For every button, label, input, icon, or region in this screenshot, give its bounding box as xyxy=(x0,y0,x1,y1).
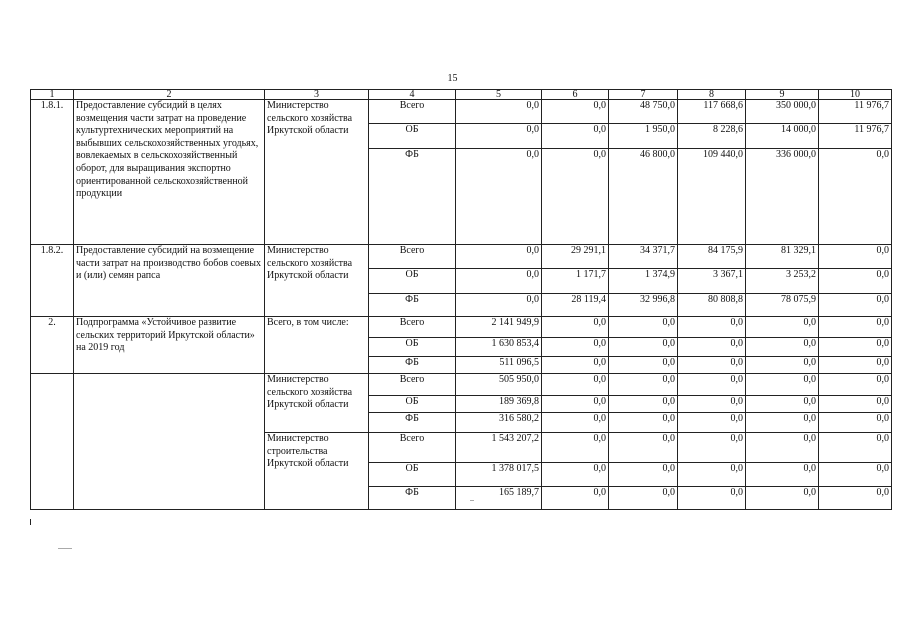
value-cell: 0,0 xyxy=(746,396,819,413)
funding-source: ФБ xyxy=(369,294,456,317)
responsible-org: Министерство сельского хозяйства Иркутской области xyxy=(265,374,369,433)
scan-speck xyxy=(470,500,474,501)
value-cell: 0,0 xyxy=(609,317,678,338)
value-cell: 28 119,4 xyxy=(542,294,609,317)
value-cell: 48 750,0 xyxy=(609,100,678,124)
value-cell: 0,0 xyxy=(542,338,609,357)
value-cell: 1 378 017,5 xyxy=(456,463,542,487)
value-cell: 316 580,2 xyxy=(456,413,542,433)
row-number: 2. xyxy=(31,317,74,374)
border-fragment xyxy=(30,519,31,525)
value-cell: 32 996,8 xyxy=(609,294,678,317)
value-cell: 0,0 xyxy=(542,463,609,487)
value-cell: 165 189,7 xyxy=(456,487,542,510)
value-cell: 3 253,2 xyxy=(746,269,819,294)
value-cell: 0,0 xyxy=(746,338,819,357)
value-cell: 0,0 xyxy=(746,487,819,510)
value-cell: 11 976,7 xyxy=(819,124,892,149)
empty-cell xyxy=(31,374,74,510)
header-cell: 7 xyxy=(609,90,678,100)
value-cell: 29 291,1 xyxy=(542,245,609,269)
value-cell: 0,0 xyxy=(678,338,746,357)
value-cell: 0,0 xyxy=(678,487,746,510)
table-row xyxy=(31,245,892,269)
value-cell: 0,0 xyxy=(678,433,746,463)
responsible-org: Министерство строительства Иркутской области xyxy=(265,433,369,510)
funding-source: ФБ xyxy=(369,487,456,510)
measure-name: Предоставление субсидий в целях возмещения части затрат на проведение культуртехнических мероприятий на выбывших сельскохозяйственных угодьях, вовлекаемых в сельскохозяйственный оборот, для выращивания экспортно ориентированной сельскохозяйственной продукции xyxy=(74,100,265,245)
value-cell: 0,0 xyxy=(746,413,819,433)
table-body xyxy=(31,90,892,510)
value-cell: 78 075,9 xyxy=(746,294,819,317)
value-cell: 0,0 xyxy=(746,317,819,338)
value-cell: 0,0 xyxy=(542,413,609,433)
funding-source: ФБ xyxy=(369,357,456,374)
value-cell: 0,0 xyxy=(819,269,892,294)
value-cell: 0,0 xyxy=(542,100,609,124)
value-cell: 0,0 xyxy=(819,487,892,510)
table-row xyxy=(31,317,892,338)
funding-source: ОБ xyxy=(369,338,456,357)
value-cell: 0,0 xyxy=(819,149,892,245)
header-cell: 3 xyxy=(265,90,369,100)
responsible-org: Министерство сельского хозяйства Иркутской области xyxy=(265,100,369,245)
value-cell: 0,0 xyxy=(609,487,678,510)
value-cell: 189 369,8 xyxy=(456,396,542,413)
value-cell: 34 371,7 xyxy=(609,245,678,269)
header-cell: 4 xyxy=(369,90,456,100)
value-cell: 505 950,0 xyxy=(456,374,542,396)
value-cell: 1 171,7 xyxy=(542,269,609,294)
value-cell: 11 976,7 xyxy=(819,100,892,124)
funding-source: Всего xyxy=(369,374,456,396)
value-cell: 0,0 xyxy=(456,124,542,149)
funding-source: Всего xyxy=(369,100,456,124)
value-cell: 0,0 xyxy=(819,338,892,357)
value-cell: 0,0 xyxy=(819,433,892,463)
funding-source: ОБ xyxy=(369,269,456,294)
value-cell: 46 800,0 xyxy=(609,149,678,245)
value-cell: 350 000,0 xyxy=(746,100,819,124)
value-cell: 0,0 xyxy=(746,357,819,374)
value-cell: 0,0 xyxy=(819,374,892,396)
funding-source: ФБ xyxy=(369,413,456,433)
table-row xyxy=(31,374,892,396)
value-cell: 0,0 xyxy=(746,433,819,463)
header-cell: 8 xyxy=(678,90,746,100)
value-cell: 0,0 xyxy=(819,357,892,374)
value-cell: 0,0 xyxy=(542,357,609,374)
value-cell: 0,0 xyxy=(542,149,609,245)
value-cell: 14 000,0 xyxy=(746,124,819,149)
header-row xyxy=(31,90,892,100)
value-cell: 1 374,9 xyxy=(609,269,678,294)
value-cell: 0,0 xyxy=(456,245,542,269)
value-cell: 0,0 xyxy=(609,374,678,396)
value-cell: 0,0 xyxy=(542,124,609,149)
value-cell: 3 367,1 xyxy=(678,269,746,294)
value-cell: 0,0 xyxy=(456,149,542,245)
funding-source: ОБ xyxy=(369,396,456,413)
value-cell: 0,0 xyxy=(542,396,609,413)
header-cell: 5 xyxy=(456,90,542,100)
header-cell: 10 xyxy=(819,90,892,100)
value-cell: 0,0 xyxy=(542,374,609,396)
value-cell: 80 808,8 xyxy=(678,294,746,317)
header-cell: 6 xyxy=(542,90,609,100)
page-number: 15 xyxy=(447,73,458,84)
value-cell: 0,0 xyxy=(678,357,746,374)
value-cell: 2 141 949,9 xyxy=(456,317,542,338)
value-cell: 0,0 xyxy=(678,317,746,338)
value-cell: 0,0 xyxy=(678,374,746,396)
responsible-org: Министерство сельского хозяйства Иркутской области xyxy=(265,245,369,317)
value-cell: 0,0 xyxy=(819,317,892,338)
value-cell: 0,0 xyxy=(456,100,542,124)
value-cell: 0,0 xyxy=(819,245,892,269)
value-cell: 117 668,6 xyxy=(678,100,746,124)
header-cell: 9 xyxy=(746,90,819,100)
funding-source: Всего xyxy=(369,317,456,338)
value-cell: 81 329,1 xyxy=(746,245,819,269)
value-cell: 0,0 xyxy=(819,294,892,317)
funding-source: ФБ xyxy=(369,149,456,245)
header-cell: 2 xyxy=(74,90,265,100)
value-cell: 0,0 xyxy=(678,463,746,487)
value-cell: 336 000,0 xyxy=(746,149,819,245)
value-cell: 0,0 xyxy=(819,396,892,413)
value-cell: 0,0 xyxy=(819,413,892,433)
value-cell: 0,0 xyxy=(609,463,678,487)
value-cell: 0,0 xyxy=(609,433,678,463)
value-cell: 0,0 xyxy=(678,413,746,433)
row-number: 1.8.1. xyxy=(31,100,74,245)
value-cell: 84 175,9 xyxy=(678,245,746,269)
value-cell: 0,0 xyxy=(609,396,678,413)
value-cell: 0,0 xyxy=(542,433,609,463)
funding-source: ОБ xyxy=(369,463,456,487)
value-cell: 0,0 xyxy=(746,463,819,487)
funding-source: Всего xyxy=(369,433,456,463)
scan-speck xyxy=(58,548,72,549)
value-cell: 109 440,0 xyxy=(678,149,746,245)
value-cell: 8 228,6 xyxy=(678,124,746,149)
budget-table xyxy=(30,89,892,510)
funding-source: Всего xyxy=(369,245,456,269)
value-cell: 1 950,0 xyxy=(609,124,678,149)
funding-source: ОБ xyxy=(369,124,456,149)
value-cell: 0,0 xyxy=(456,294,542,317)
table-row xyxy=(31,100,892,124)
value-cell: 0,0 xyxy=(609,413,678,433)
value-cell: 0,0 xyxy=(819,463,892,487)
value-cell: 0,0 xyxy=(542,487,609,510)
value-cell: 0,0 xyxy=(456,269,542,294)
value-cell: 0,0 xyxy=(609,338,678,357)
header-cell: 1 xyxy=(31,90,74,100)
value-cell: 1 630 853,4 xyxy=(456,338,542,357)
value-cell: 1 543 207,2 xyxy=(456,433,542,463)
value-cell: 0,0 xyxy=(746,374,819,396)
row-number: 1.8.2. xyxy=(31,245,74,317)
value-cell: 511 096,5 xyxy=(456,357,542,374)
value-cell: 0,0 xyxy=(678,396,746,413)
value-cell: 0,0 xyxy=(609,357,678,374)
responsible-org: Всего, в том числе: xyxy=(265,317,369,374)
empty-cell xyxy=(74,374,265,510)
measure-name: Подпрограмма «Устойчивое развитие сельских территорий Иркутской области» на 2019 год xyxy=(74,317,265,374)
value-cell: 0,0 xyxy=(542,317,609,338)
measure-name: Предоставление субсидий на возмещение части затрат на производство бобов соевых и (или) семян рапса xyxy=(74,245,265,317)
